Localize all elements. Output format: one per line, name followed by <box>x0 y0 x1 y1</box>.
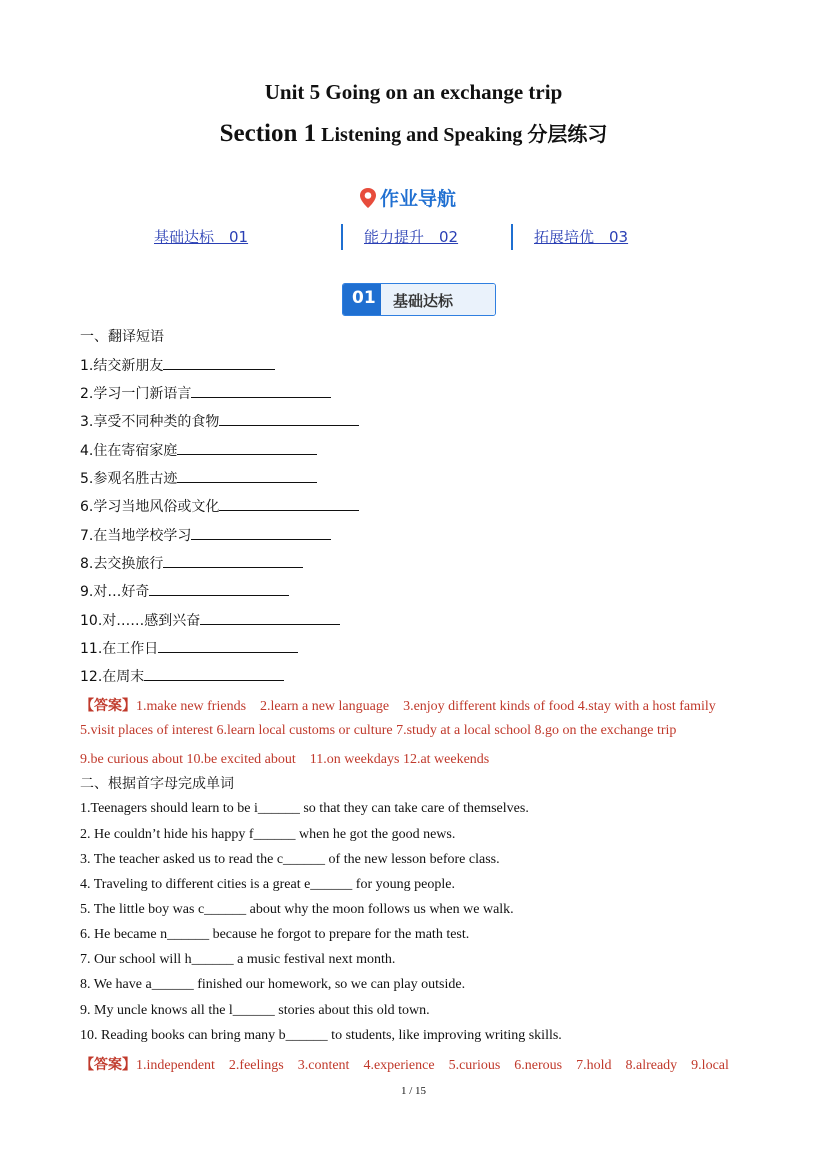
answer-tag: 【答案】 <box>80 698 136 714</box>
part2-heading: 二、根据首字母完成单词 <box>80 776 234 792</box>
page-number: 1 / 15 <box>400 1085 427 1097</box>
answer-line: 5.visit places of interest 6.learn local customs or culture 7.study at a local school 8.go on the exchange trip <box>80 723 677 738</box>
phrase-item: 4.住在寄宿家庭 <box>80 440 317 460</box>
subtitle-rest: Listening and Speaking 分层练习 <box>321 124 608 146</box>
phrase-item: 8.去交换旅行 <box>80 553 303 573</box>
answer-line: 【答案】1.make new friends 2.learn a new language 3.enjoy different kinds of food 4.stay with a host family <box>80 698 716 714</box>
question-item: 2. He couldn’t hide his happy f______ when he got the good news. <box>80 827 456 842</box>
nav-heading <box>358 184 456 211</box>
phrase-item: 2.学习一门新语言 <box>80 383 331 403</box>
question-item: 1.Teenagers should learn to be i______ so that they can take care of themselves. <box>80 801 529 816</box>
answer-tag: 【答案】 <box>80 1057 136 1073</box>
page-title: Unit 5 Going on an exchange trip <box>264 80 563 104</box>
nav-link-improve[interactable]: 能力提升 02 <box>364 228 459 246</box>
nav-divider <box>511 224 513 250</box>
question-item: 7. Our school will h______ a music festival next month. <box>80 952 396 967</box>
phrase-item: 6.学习当地风俗或文化 <box>80 496 359 516</box>
nav-link-basic[interactable]: 基础达标 01 <box>154 228 249 246</box>
part1-heading: 一、翻译短语 <box>80 329 164 345</box>
badge-number: 01 <box>343 284 381 315</box>
question-item: 3. The teacher asked us to read the c______ of the new lesson before class. <box>80 852 500 867</box>
phrase-item: 3.享受不同种类的食物 <box>80 411 359 431</box>
question-item: 8. We have a______ finished our homework, so we can play outside. <box>80 977 466 992</box>
phrase-item: 10.对……感到兴奋 <box>80 610 340 630</box>
phrase-item: 7.在当地学校学习 <box>80 525 331 545</box>
phrase-item: 5.参观名胜古迹 <box>80 468 317 488</box>
phrase-item: 9.对…好奇 <box>80 581 289 601</box>
subtitle-section: Section 1 <box>219 120 317 147</box>
phrase-item: 12.在周末 <box>80 666 284 686</box>
question-item: 4. Traveling to different cities is a great e______ for young people. <box>80 877 455 892</box>
answer-line: 9.be curious about 10.be excited about 11.on weekdays 12.at weekends <box>80 752 490 767</box>
section-badge <box>342 283 496 316</box>
nav-divider <box>341 224 343 250</box>
nav-bar <box>150 226 670 250</box>
answer-line: 【答案】1.independent 2.feelings 3.content 4.experience 5.curious 6.nerous 7.hold 8.already 9.local <box>80 1057 729 1073</box>
phrase-item: 11.在工作日 <box>80 638 298 658</box>
question-item: 5. The little boy was c______ about why the moon follows us when we walk. <box>80 902 514 917</box>
location-pin-icon <box>358 187 378 209</box>
question-item: 6. He became n______ because he forgot to prepare for the math test. <box>80 927 470 942</box>
question-item: 10. Reading books can bring many b______ to students, like improving writing skills. <box>80 1028 562 1043</box>
phrase-item: 1.结交新朋友 <box>80 355 275 375</box>
nav-title: 作业导航 <box>380 188 457 210</box>
badge-label: 基础达标 <box>381 284 495 315</box>
page-subtitle <box>0 118 827 148</box>
nav-link-extend[interactable]: 拓展培优 03 <box>534 228 629 246</box>
question-item: 9. My uncle knows all the l______ stories about this old town. <box>80 1003 430 1018</box>
